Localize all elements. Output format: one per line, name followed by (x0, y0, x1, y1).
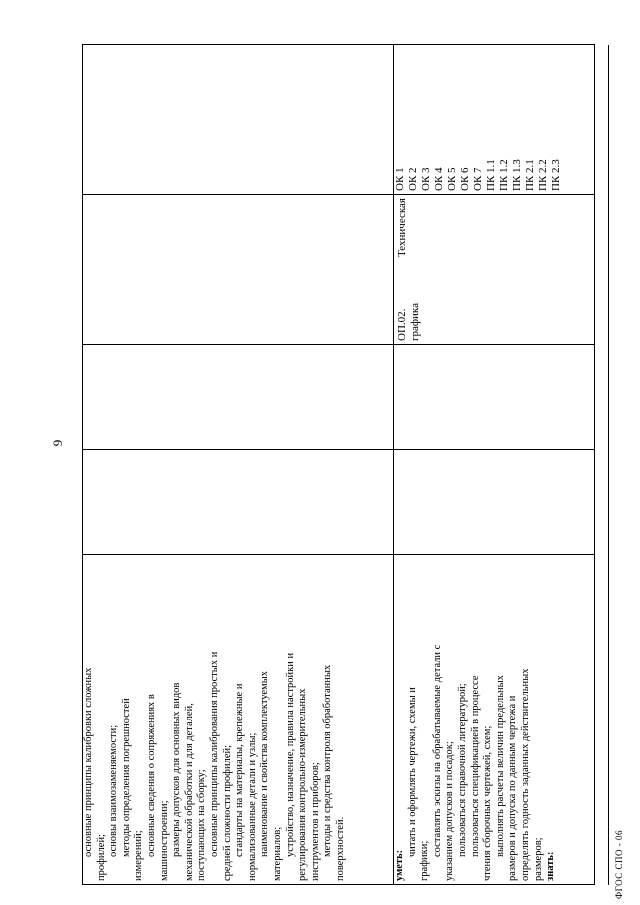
competency-line: чтения сборочных чертежей, схем; (482, 725, 494, 881)
competencies-cell (394, 555, 595, 885)
competency-codes-cell (83, 45, 394, 195)
competency-line: размеров и допуска по данным чертежа и (507, 695, 519, 881)
max-hours-cell (394, 450, 595, 555)
competency-line: профилей; (95, 834, 107, 881)
competency-line: размеры допусков для основных видов (171, 682, 183, 857)
competency-code: ПК 1.2 (498, 159, 510, 191)
competency-line: пользоваться справочной литературой; (456, 683, 468, 857)
discipline-cell (394, 195, 595, 345)
competency-line: знать: (545, 851, 557, 881)
max-hours-cell (83, 450, 394, 555)
competency-code: ОК 1 (394, 167, 406, 191)
competency-code: ОК 6 (459, 167, 471, 191)
competency-code: ОК 5 (446, 167, 458, 191)
discipline-index: ОП.02. (396, 308, 408, 341)
competency-line: устройство, назначение, правила настройки и (284, 652, 296, 857)
competency-code: ОК 4 (433, 167, 445, 191)
competency-line: составлять эскизы на обрабатываемые детали с (431, 644, 443, 857)
competency-code: ПК 2.2 (537, 159, 549, 191)
competency-line: графики; (419, 840, 431, 881)
competency-code: ПК 1.1 (485, 159, 497, 191)
competency-line: основные принципы калибровки сложных (83, 667, 94, 857)
competency-code: ПК 1.3 (511, 159, 523, 191)
competency-line: механической обработки и для деталей, (183, 703, 195, 881)
competency-line: нормализованные детали и узлы; (246, 732, 258, 881)
competency-line: читать и оформлять чертежи, схемы и (406, 687, 418, 857)
competency-codes-list (394, 48, 563, 191)
footer-text: ФГОС СПО - 06 (614, 830, 624, 899)
competency-code: ОК 7 (472, 167, 484, 191)
footer-rule (608, 45, 609, 885)
page-number: 9 (50, 439, 65, 447)
competency-code: ОК 2 (407, 167, 419, 191)
competency-line: пользоваться спецификацией в процессе (469, 675, 481, 857)
competency-line: инструментов и приборов; (309, 762, 321, 881)
mandatory-hours-cell (83, 345, 394, 450)
competency-code: ОК 3 (420, 167, 432, 191)
mandatory-hours-cell (394, 345, 595, 450)
discipline-cell (83, 195, 394, 345)
table-row (83, 45, 394, 885)
competency-line: методы и средства контроля обработанных (322, 664, 334, 857)
competency-line: поверхностей. (334, 816, 346, 881)
competency-line: основные сведения о сопряжениях в (145, 694, 157, 857)
discipline-name-line2: графика (408, 303, 421, 341)
competency-line: выполнять расчеты величин предельных (494, 675, 506, 857)
discipline-name-line1: Техническая (396, 198, 408, 258)
competency-line: измерений; (133, 830, 145, 881)
competency-line: указанием допусков и посадок; (444, 741, 456, 881)
competency-line: машиностроении; (158, 800, 170, 881)
competency-line: регулирования контрольно-измерительных (297, 688, 309, 881)
competencies-cell (83, 555, 394, 885)
competency-codes-cell (394, 45, 595, 195)
competency-line: средней сложности профилей; (221, 744, 233, 881)
competency-line: размеров; (532, 837, 544, 881)
curriculum-table (82, 44, 595, 885)
competency-line: определять годность заданных действительных (519, 668, 531, 881)
competency-line: методы определения погрешностей (120, 698, 132, 857)
competency-line: наименование и свойства комплектуемых (259, 670, 271, 857)
competency-line: основы взаимозаменяемости; (108, 724, 120, 857)
competency-line: стандарты на материалы, крепежные и (234, 683, 246, 857)
competencies-list (83, 558, 347, 881)
competency-line: поступающих на сборку; (196, 769, 208, 881)
competency-line: основные принципы калибрования простых и (208, 651, 220, 857)
competency-code: ПК 2.1 (524, 159, 536, 191)
competency-line: материалов; (271, 826, 283, 881)
competency-code: ПК 2.3 (550, 159, 562, 191)
competencies-list (394, 558, 558, 881)
table-row (394, 45, 595, 885)
competency-line: уметь: (394, 849, 405, 881)
